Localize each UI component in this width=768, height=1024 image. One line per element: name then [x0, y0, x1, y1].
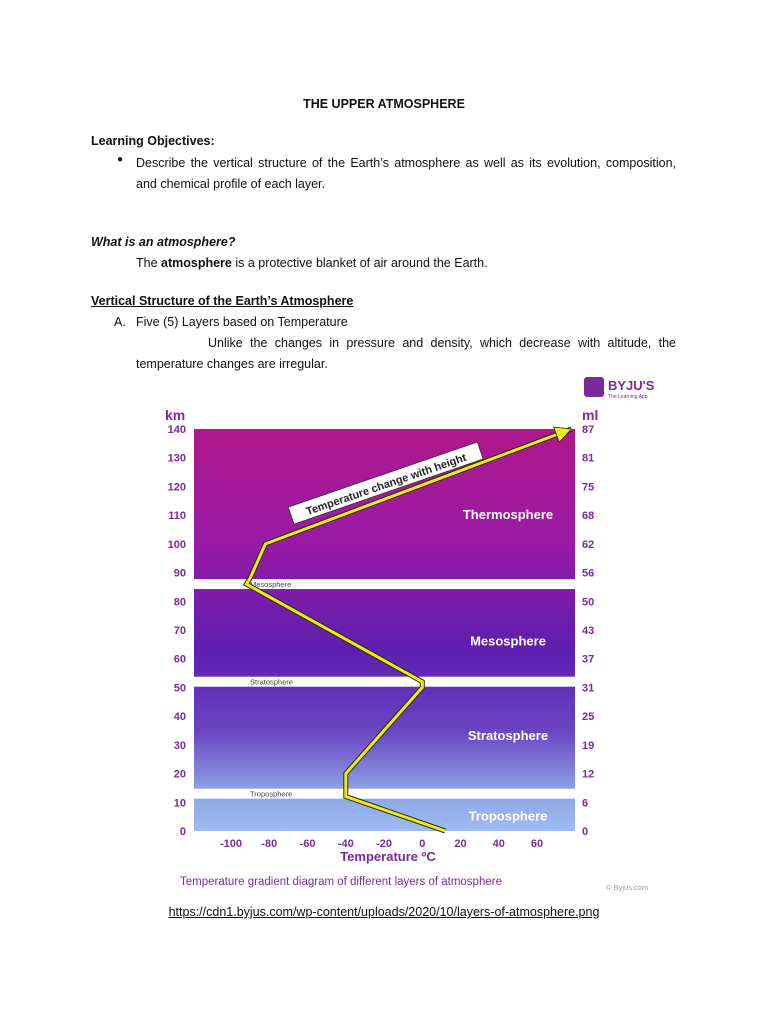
y-tick-ml: 50 [582, 596, 595, 609]
y-tick-km: 40 [173, 711, 186, 724]
arrow-label: Temperature change with height [304, 451, 468, 519]
body-paragraph: Unlike the changes in pressure and density, which decrease with altitude, the temperature changes are irregular. [136, 336, 676, 371]
y-tick-ml: 25 [582, 711, 595, 724]
atmosphere-diagram [150, 370, 710, 900]
bullet-marker: ● [117, 154, 124, 165]
y-tick-km: 90 [173, 567, 186, 580]
boundary-label-troposphere: Troposphere [250, 789, 293, 799]
x-tick: 40 [492, 838, 505, 850]
byjus-logo-text: BYJU'S [608, 378, 655, 393]
x-tick: -40 [337, 838, 354, 850]
y-tick-km: 110 [168, 510, 186, 523]
y-axis-left-label: km [165, 407, 186, 423]
y-tick-km: 80 [173, 596, 186, 609]
section-heading: Vertical Structure of the Earth’s Atmosphere [91, 294, 354, 308]
x-axis-label: Temperature ºC [340, 849, 436, 864]
y-tick-km: 100 [167, 538, 186, 551]
y-tick-km: 130 [167, 452, 186, 465]
watermark: © Byjus.com [606, 883, 649, 892]
objective-text: Describe the vertical structure of the Earth’s atmosphere as well as its evolution, composition, and chemical profile of each layer. [136, 156, 676, 191]
x-tick: 60 [530, 838, 544, 850]
y-tick-km: 50 [173, 682, 186, 695]
question-heading: What is an atmosphere? [91, 235, 236, 249]
y-tick-ml: 31 [582, 682, 595, 695]
objectives-heading: Learning Objectives: [91, 134, 215, 148]
layer-label-troposphere: Troposphere [468, 808, 548, 824]
y-tick-ml: 0 [582, 826, 589, 838]
definition-term: atmosphere [161, 256, 232, 270]
y-tick-km: 30 [173, 739, 186, 752]
y-tick-ml: 75 [582, 481, 595, 494]
y-tick-km: 140 [167, 424, 186, 436]
figure-caption: Temperature gradient diagram of different layers of atmosphere [180, 876, 502, 888]
layer-label-thermosphere: Thermosphere [462, 507, 554, 523]
y-tick-km: 10 [173, 797, 186, 810]
y-tick-ml: 43 [582, 625, 595, 637]
y-tick-km: 120 [167, 481, 186, 494]
y-tick-ml: 37 [582, 653, 595, 666]
y-tick-km: 0 [179, 826, 186, 838]
y-axis-right-label: ml [582, 407, 599, 423]
source-link[interactable]: https://cdn1.byjus.com/wp-content/uploads/2020/10/layers-of-atmosphere.png [168, 905, 600, 919]
x-tick: -100 [219, 838, 243, 850]
y-tick-km: 60 [173, 653, 186, 666]
y-tick-ml: 68 [582, 510, 595, 523]
y-tick-km: 20 [173, 768, 186, 781]
y-tick-ml: 87 [582, 424, 595, 436]
definition-prefix: The [136, 256, 162, 270]
y-tick-ml: 19 [582, 739, 595, 752]
x-tick: 0 [419, 838, 426, 850]
layer-label-stratosphere: Stratosphere [467, 728, 549, 744]
byjus-logo-mark [584, 377, 604, 397]
boundary-label-mesosphere: Mesosphere [250, 580, 292, 590]
y-tick-ml: 56 [582, 567, 595, 580]
y-tick-km: 70 [173, 625, 186, 637]
x-tick: -80 [261, 838, 278, 850]
boundary-label-stratosphere: Stratosphere [250, 677, 293, 687]
y-tick-ml: 62 [582, 538, 595, 551]
list-item: Five (5) Layers based on Temperature [136, 315, 348, 329]
x-tick: 20 [454, 838, 467, 850]
list-marker: A. [114, 315, 126, 329]
y-tick-ml: 12 [582, 768, 595, 781]
y-tick-ml: 81 [582, 452, 595, 465]
definition-line [136, 255, 488, 271]
x-tick: -60 [299, 838, 316, 850]
byjus-logo-tagline: The Learning App [608, 394, 648, 400]
x-tick: -20 [376, 838, 392, 850]
layer-label-mesosphere: Mesosphere [470, 633, 546, 649]
byjus-logo [584, 377, 655, 400]
definition-suffix: is a protective blanket of air around the Earth. [231, 256, 488, 270]
y-tick-ml: 6 [582, 797, 589, 810]
document-title: THE UPPER ATMOSPHERE [303, 97, 465, 111]
